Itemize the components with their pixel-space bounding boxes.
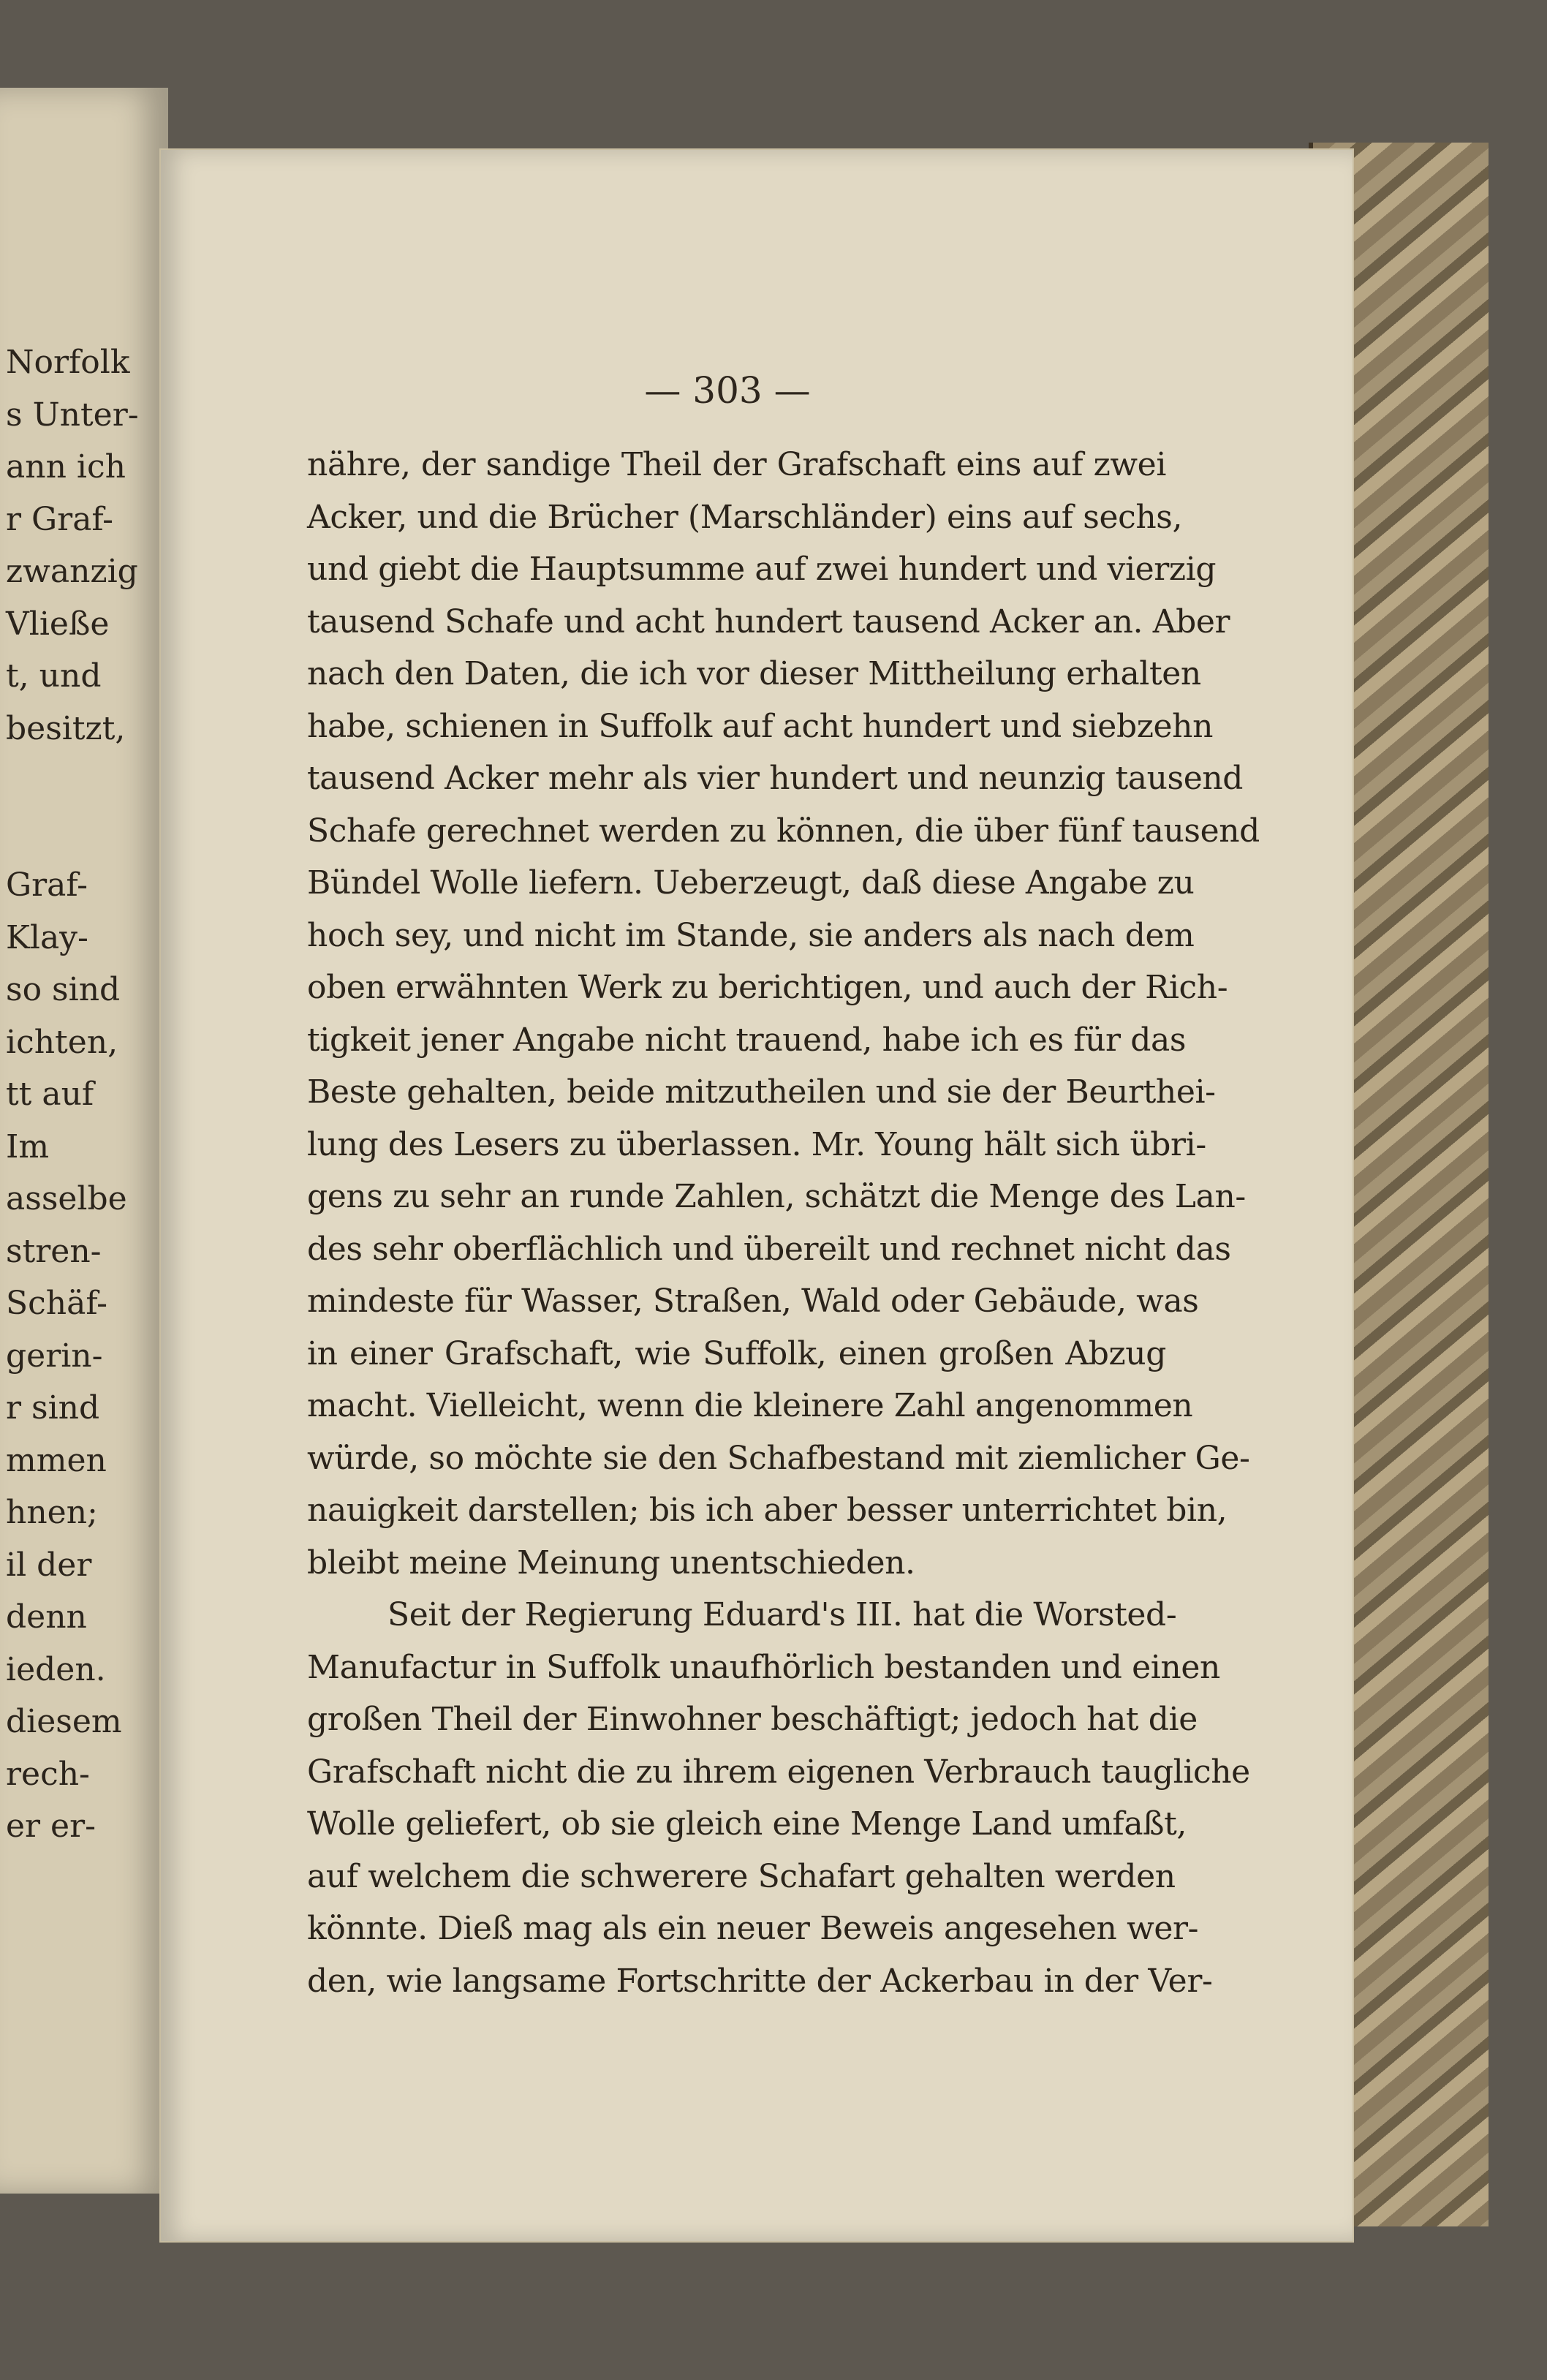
text-line: Manufactur in Suffolk unaufhörlich bestanden und einen bbox=[307, 1648, 1220, 1686]
facing-page-fragment: asselbe bbox=[6, 1180, 127, 1217]
facing-page-fragment: ichten, bbox=[6, 1023, 118, 1061]
facing-page-fragment: t, und bbox=[6, 657, 102, 695]
text-line: tausend Acker mehr als vier hundert und neunzig tausend bbox=[307, 760, 1244, 797]
page-body bbox=[307, 439, 1260, 2007]
text-line: mindeste für Wasser, Straßen, Wald oder Gebäude, was bbox=[307, 1282, 1199, 1320]
text-line: habe, schienen in Suffolk auf acht hundert und siebzehn bbox=[307, 707, 1214, 745]
facing-page-fragment: rech- bbox=[6, 1755, 90, 1793]
text-line: in einer Grafschaft, wie Suffolk, einen großen Abzug bbox=[307, 1334, 1166, 1372]
facing-page-fragment: il der bbox=[6, 1546, 92, 1584]
text-line: macht. Vielleicht, wenn die kleinere Zahl angenommen bbox=[307, 1387, 1193, 1424]
text-line: Seit der Regierung Eduard's III. hat die Worsted- bbox=[387, 1596, 1177, 1633]
facing-page-fragment: stren- bbox=[6, 1232, 102, 1270]
text-line: würde, so möchte sie den Schafbestand mit ziemlicher Ge- bbox=[307, 1439, 1250, 1477]
facing-page-fragment: ann ich bbox=[6, 448, 126, 486]
facing-page-fragment: Norfolk bbox=[6, 344, 130, 381]
facing-page-fragment: er er- bbox=[6, 1807, 96, 1845]
facing-page-fragment: hnen; bbox=[6, 1494, 98, 1531]
text-line: des sehr oberflächlich und übereilt und rechnet nicht das bbox=[307, 1230, 1231, 1268]
text-line: großen Theil der Einwohner beschäftigt; jedoch hat die bbox=[307, 1701, 1198, 1738]
text-line: Beste gehalten, beide mitzutheilen und sie der Beurthei- bbox=[307, 1073, 1216, 1111]
page-number: — 303 — bbox=[644, 369, 811, 412]
text-line: Schafe gerechnet werden zu können, die über fünf tausend bbox=[307, 812, 1260, 850]
text-line: Acker, und die Brücher (Marschländer) eins auf sechs, bbox=[307, 498, 1183, 536]
facing-page-fragment: zwanzig bbox=[6, 553, 138, 590]
facing-page-fragment: ieden. bbox=[6, 1650, 106, 1688]
facing-page-fragment: tt auf bbox=[6, 1076, 94, 1113]
facing-page-fragment: denn bbox=[6, 1598, 87, 1636]
facing-page-fragment: Vließe bbox=[6, 605, 110, 643]
text-line: Wolle geliefert, ob sie gleich eine Menge Land umfaßt, bbox=[307, 1805, 1187, 1843]
text-line: den, wie langsame Fortschritte der Ackerbau in der Ver- bbox=[307, 1962, 1213, 2000]
text-line: nähre, der sandige Theil der Grafschaft eins auf zwei bbox=[307, 446, 1166, 483]
facing-page-fragment: diesem bbox=[6, 1703, 122, 1740]
facing-page-fragment: Schäf- bbox=[6, 1285, 107, 1322]
text-line: hoch sey, und nicht im Stande, sie anders als nach dem bbox=[307, 916, 1195, 954]
facing-page-edge bbox=[0, 88, 168, 2194]
text-line: Grafschaft nicht die zu ihrem eigenen Verbrauch taugliche bbox=[307, 1753, 1250, 1791]
text-line: tausend Schafe und acht hundert tausend Acker an. Aber bbox=[307, 602, 1230, 641]
text-line: gens zu sehr an runde Zahlen, schätzt die Menge des Lan- bbox=[307, 1178, 1246, 1215]
paragraph-2 bbox=[307, 1589, 1250, 2007]
text-line: auf welchem die schwerere Schafart gehalten werden bbox=[307, 1857, 1176, 1895]
facing-page-fragment: Graf- bbox=[6, 866, 88, 904]
text-line: und giebt die Hauptsumme auf zwei hundert und vierzig bbox=[307, 551, 1217, 588]
text-line: nach den Daten, die ich vor dieser Mittheilung erhalten bbox=[307, 655, 1201, 692]
text-line: könnte. Dieß mag als ein neuer Beweis angesehen wer- bbox=[307, 1910, 1199, 1947]
text-line: oben erwähnten Werk zu berichtigen, und auch der Rich- bbox=[307, 969, 1228, 1006]
facing-page-fragment: mmen bbox=[6, 1441, 107, 1479]
facing-page-fragment: Im bbox=[6, 1127, 50, 1166]
facing-page-fragment: s Unter- bbox=[6, 396, 139, 434]
facing-page-fragment: Klay- bbox=[6, 918, 88, 956]
facing-page-fragment: besitzt, bbox=[6, 709, 126, 747]
facing-page-fragment: r sind bbox=[6, 1389, 100, 1427]
facing-page-fragment: so sind bbox=[6, 971, 121, 1008]
paragraph-1 bbox=[307, 439, 1260, 1589]
text-line: Bündel Wolle liefern. Ueberzeugt, daß diese Angabe zu bbox=[307, 864, 1195, 902]
facing-page-fragment: r Graf- bbox=[6, 500, 114, 538]
text-line: bleibt meine Meinung unentschieden. bbox=[307, 1544, 915, 1582]
facing-page-fragment: gerin- bbox=[6, 1337, 103, 1375]
text-line: lung des Lesers zu überlassen. Mr. Young hält sich übri- bbox=[307, 1125, 1206, 1163]
text-line: tigkeit jener Angabe nicht trauend, habe ich es für das bbox=[307, 1021, 1187, 1059]
text-line: nauigkeit darstellen; bis ich aber besser unterrichtet bin, bbox=[307, 1492, 1228, 1529]
